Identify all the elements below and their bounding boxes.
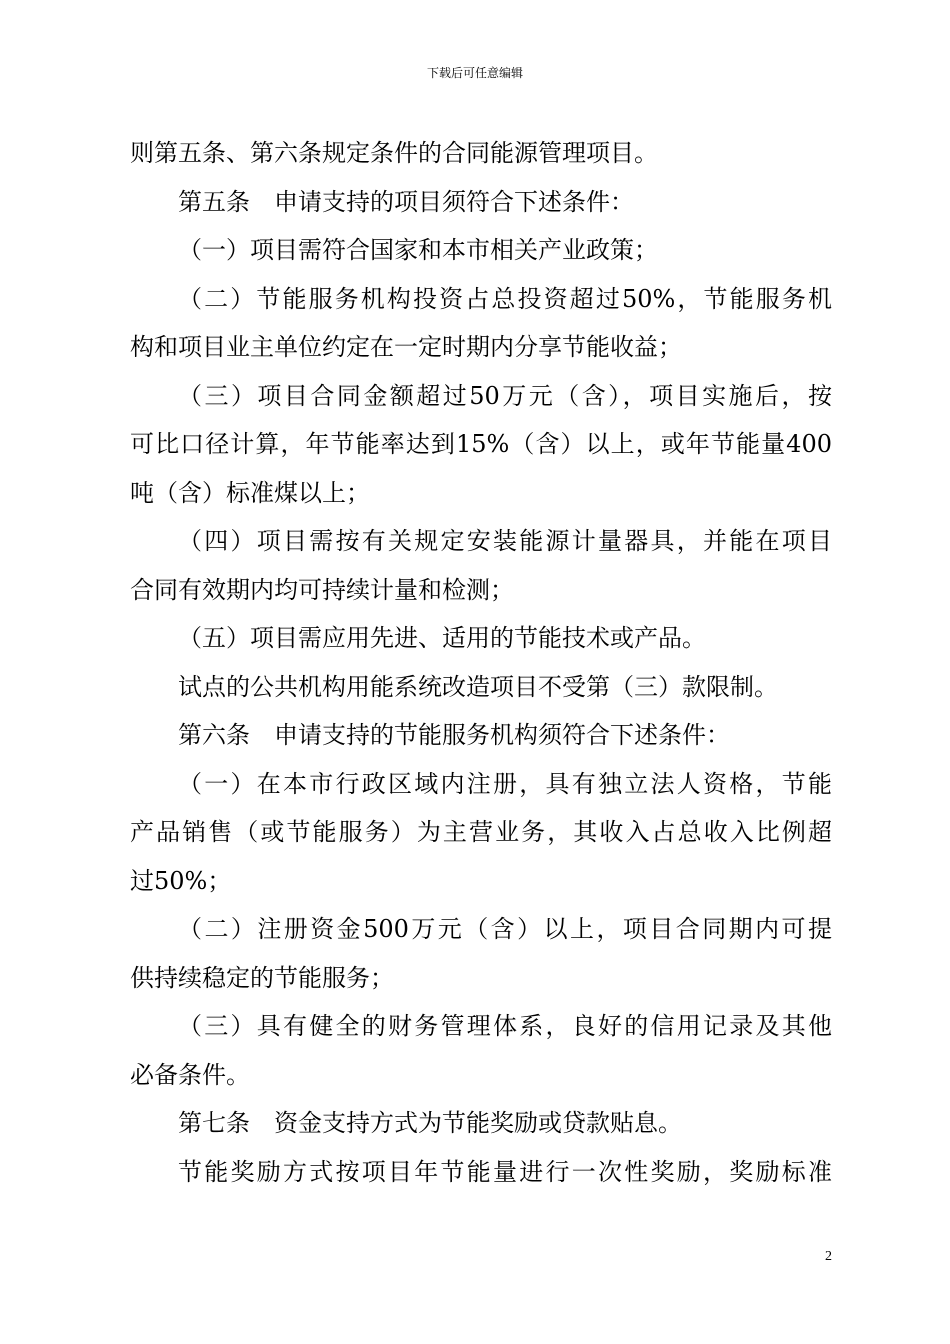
text-line: 则第五条、第六条规定条件的合同能源管理项目。: [130, 139, 658, 167]
text-line: 可比口径计算，年节能率达到15%（含）以上，或年节能量400: [130, 430, 832, 458]
text-line: （四）项目需按有关规定安装能源计量器具，并能在项目: [178, 527, 832, 555]
text-line: 产品销售（或节能服务）为主营业务，其收入占总收入比例超: [130, 818, 832, 846]
text-line: （一）项目需符合国家和本市相关产业政策；: [178, 236, 658, 264]
text-line: （五）项目需应用先进、适用的节能技术或产品。: [178, 624, 706, 652]
text-line: 必备条件。: [130, 1060, 250, 1089]
text-line: 合同有效期内均可持续计量和检测；: [130, 575, 514, 604]
text-line: （三）具有健全的财务管理体系，良好的信用记录及其他: [178, 1012, 832, 1040]
document-body: [130, 129, 832, 1196]
text-line: 第五条 申请支持的项目须符合下述条件：: [178, 187, 634, 216]
text-line: （一）在本市行政区域内注册，具有独立法人资格，节能: [178, 769, 832, 798]
page-header: 下载后可任意编辑: [426, 66, 523, 80]
text-line: 第六条 申请支持的节能服务机构须符合下述条件：: [178, 721, 730, 749]
text-line: 第七条 资金支持方式为节能奖励或贷款贴息。: [178, 1109, 682, 1137]
text-line: 试点的公共机构用能系统改造项目不受第（三）款限制。: [178, 672, 778, 701]
text-line: 构和项目业主单位约定在一定时期内分享节能收益；: [130, 333, 682, 361]
text-line: 节能奖励方式按项目年节能量进行一次性奖励，奖励标准: [178, 1157, 832, 1186]
text-line: 供持续稳定的节能服务；: [130, 963, 394, 992]
text-line: 吨（含）标准煤以上；: [130, 478, 370, 507]
text-line: （二）节能服务机构投资占总投资超过50%，节能服务机: [178, 284, 832, 313]
text-line: （三）项目合同金额超过50万元（含），项目实施后，按: [178, 381, 832, 410]
page-number: 2: [825, 1249, 832, 1264]
text-line: 过50%；: [130, 866, 232, 895]
text-line: （二）注册资金500万元（含）以上，项目合同期内可提: [178, 915, 832, 943]
